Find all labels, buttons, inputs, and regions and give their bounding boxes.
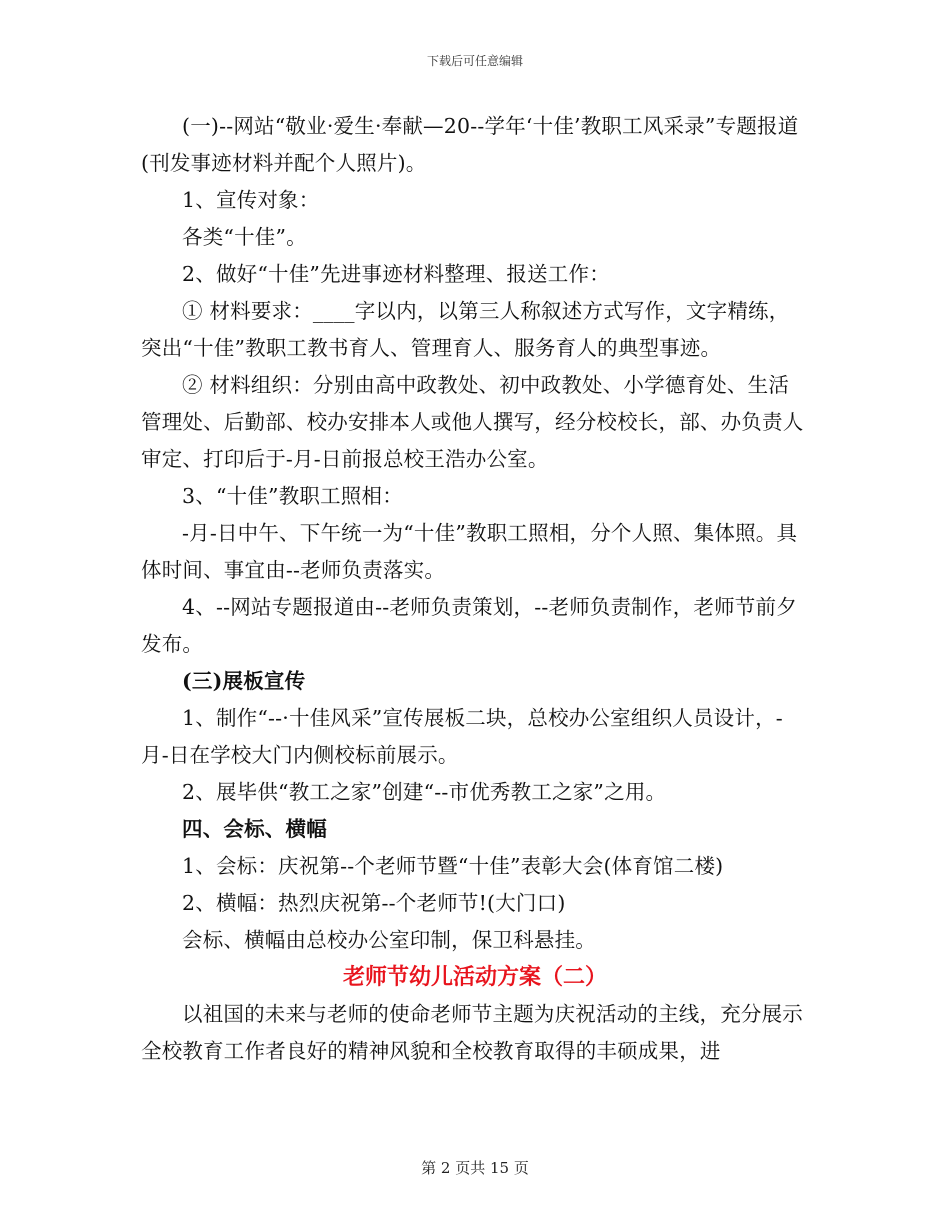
paragraph: 2、横幅：热烈庆祝第--个老师节!(大门口) — [182, 891, 566, 915]
paragraph: 2、做好“十佳”先进事迹材料整理、报送工作： — [182, 262, 610, 286]
paragraph: 四、会标、横幅 — [182, 817, 327, 841]
page-header: 下载后可任意编辑 — [426, 54, 523, 68]
paragraph: ① 材料要求：____字以内，以第三人称叙述方式写作，文字精练，突出“十佳”教职工教书育人、管理育人、服务育人的典型事迹。 — [141, 299, 790, 360]
paragraph: 2、展毕供“教工之家”创建“--市优秀教工之家”之用。 — [182, 780, 667, 804]
paragraph-group-1 — [141, 108, 809, 959]
paragraph: 4、--网站专题报道由--老师负责策划，--老师负责制作，老师节前夕发布。 — [141, 595, 797, 656]
paragraph: 会标、横幅由总校办公室印制，保卫科悬挂。 — [182, 928, 596, 952]
paragraph: 1、制作“--·十佳风采”宣传展板二块，总校办公室组织人员设计，-月-日在学校大门内侧校标前展示。 — [141, 706, 783, 767]
paragraph: -月-日中午、下午统一为“十佳”教职工照相，分个人照、集体照。具体时间、事宜由--老师负责落实。 — [141, 521, 798, 582]
section-title: 老师节幼儿活动方案（二） — [342, 964, 607, 990]
paragraph: 3、“十佳”教职工照相： — [182, 484, 403, 508]
paragraph: (三)展板宣传 — [182, 669, 306, 693]
paragraph: (一)--网站“敬业·爱生·奉献—20--学年‘十佳’教职工风采录”专题报道(刊发事迹材料并配个人照片)。 — [141, 114, 799, 175]
paragraph: 1、宣传对象： — [182, 188, 320, 212]
document-body — [141, 108, 809, 1070]
paragraph: 以祖国的未来与老师的使命老师节主题为庆祝活动的主线，充分展示全校教育工作者良好的精神风貌和全校教育取得的丰硕成果，进 — [141, 1002, 803, 1063]
page-footer: 第 2 页共 15 页 — [421, 1159, 529, 1177]
paragraph: ② 材料组织：分别由高中政教处、初中政教处、小学德育处、生活管理处、后勤部、校办安排本人或他人撰写，经分校校长，部、办负责人审定、打印后于-月-日前报总校王浩办公室。 — [141, 373, 804, 471]
paragraph-group-2 — [141, 996, 809, 1070]
paragraph: 1、会标：庆祝第--个老师节暨“十佳”表彰大会(体育馆二楼) — [182, 854, 724, 878]
paragraph: 各类“十佳”。 — [182, 225, 307, 249]
